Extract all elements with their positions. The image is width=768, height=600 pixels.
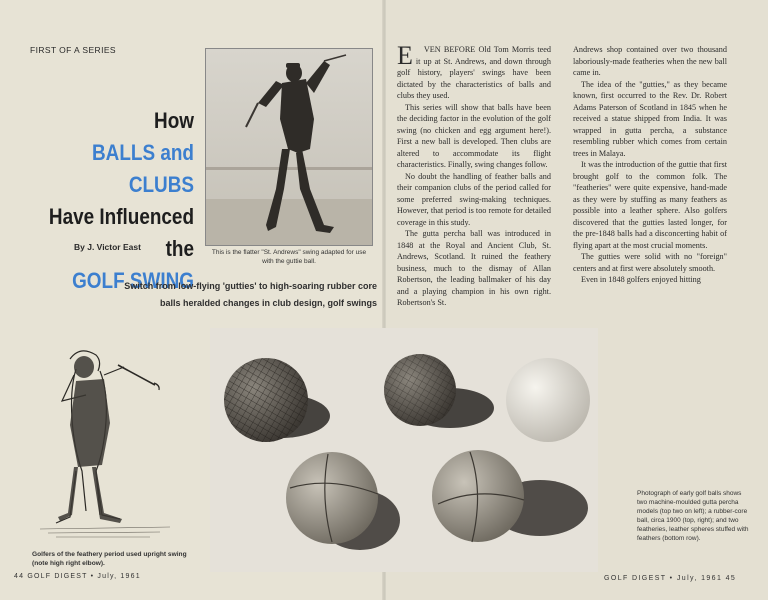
folio-right: GOLF DIGEST • July, 1961 45: [604, 575, 737, 582]
golfer-photo: [205, 48, 373, 246]
golfer-photo-image: [206, 49, 372, 245]
series-label: FIRST OF A SERIES: [30, 45, 116, 55]
headline-line-3: Have Influenced the: [48, 204, 195, 261]
paragraph-2: This series will show that balls have been the deciding factor in the evolution of the golf swing (no chicken and egg argument here!). First a new ball is developed. Then clubs are altered to accommodate its flight characteristics. Finally, swing changes follow.: [397, 102, 551, 169]
paragraph-5: Andrews shop contained over two thousand laboriously-made featheries when the new ball came in.: [573, 45, 727, 77]
paragraph-4: The gutta percha ball was introduced in 1848 at the Royal and Ancient Club, St. Andrews, Scotland. It ruined the feathery business, much to the dismay of Allan Robertson, the leading ballmaker of his day and a playing champion in his own right. Robertson's St.: [397, 229, 551, 307]
paragraph-3: No doubt the handling of feather balls and their companion clubs of the period called for some preferred swing-making techniques. However, that period is too remote for detailed coverage in this study.: [397, 171, 551, 227]
golf-balls-caption: Photograph of early golf balls shows two machine-moulded gutta percha models (top two on left); a rubber-core ball, circa 1900 (top, right); and two featheries, leather spheres stuffed with feathers (bottom row).: [637, 490, 749, 542]
paragraph-9: Even in 1848 golfers enjoyed hitting: [581, 275, 701, 284]
feathery-golfer-illustration: [30, 345, 180, 550]
paragraph-1: [397, 41, 551, 102]
folio-left: 44 GOLF DIGEST • July, 1961: [14, 573, 141, 580]
golfer-photo-caption: This is the flatter "St. Andrews" swing adapted for use with the guttie ball.: [211, 249, 367, 265]
golf-balls-photo: [210, 328, 598, 572]
deck-subheadline: Switch from low-flying 'gutties' to high-soaring rubber core balls heralded changes in club design, golf swings: [124, 281, 377, 308]
headline-line-1: How: [154, 108, 194, 133]
article-column-2: [573, 44, 727, 286]
golf-balls-image: [210, 328, 598, 572]
article-column-1: [397, 41, 551, 309]
headline-and: and: [160, 140, 194, 165]
paragraph-7: It was the introduction of the guttie that first brought golf to the common folk. The "featheries" were quite expensive, hand-made as they were by stuffing as many feathers as possible into a leather sphere. Also golfers discovered that the gutties lasted longer, for the pre-1848 balls had a disconcerting habit of flying apart at the most crucial moments.: [573, 160, 727, 250]
paragraph-1-text: VEN BEFORE Old Tom Morris teed it up at St. Andrews, and down through golf history, players' swings have been dictated by the characteristics of balls and clubs they used.: [397, 45, 551, 100]
feathery-golfer-sketch: [30, 345, 180, 550]
byline: By J. Victor East: [74, 242, 141, 252]
paragraph-6: The idea of the "gutties," as they became known, first occurred to the Rev. Dr. Robert Adams Paterson of Scotland in 1845 when he received a statue shipped from India. It was wrapped in gutta percha, a substance resembling rubber which comes from certain trees in Malaya.: [573, 79, 727, 158]
paragraph-8: The gutties were solid with no "foreign" centers and at first were absolutely smooth.: [573, 252, 727, 273]
headline-line-4: GOLF SWING: [72, 268, 194, 293]
headline-clubs: CLUBS: [128, 172, 194, 197]
headline-balls: BALLS: [92, 140, 156, 165]
drop-cap: E: [397, 41, 413, 70]
sketch-caption: Golfers of the feathery period used upright swing (note high right elbow).: [32, 551, 187, 567]
headline: [44, 105, 194, 297]
headline-line-2: [44, 137, 194, 201]
